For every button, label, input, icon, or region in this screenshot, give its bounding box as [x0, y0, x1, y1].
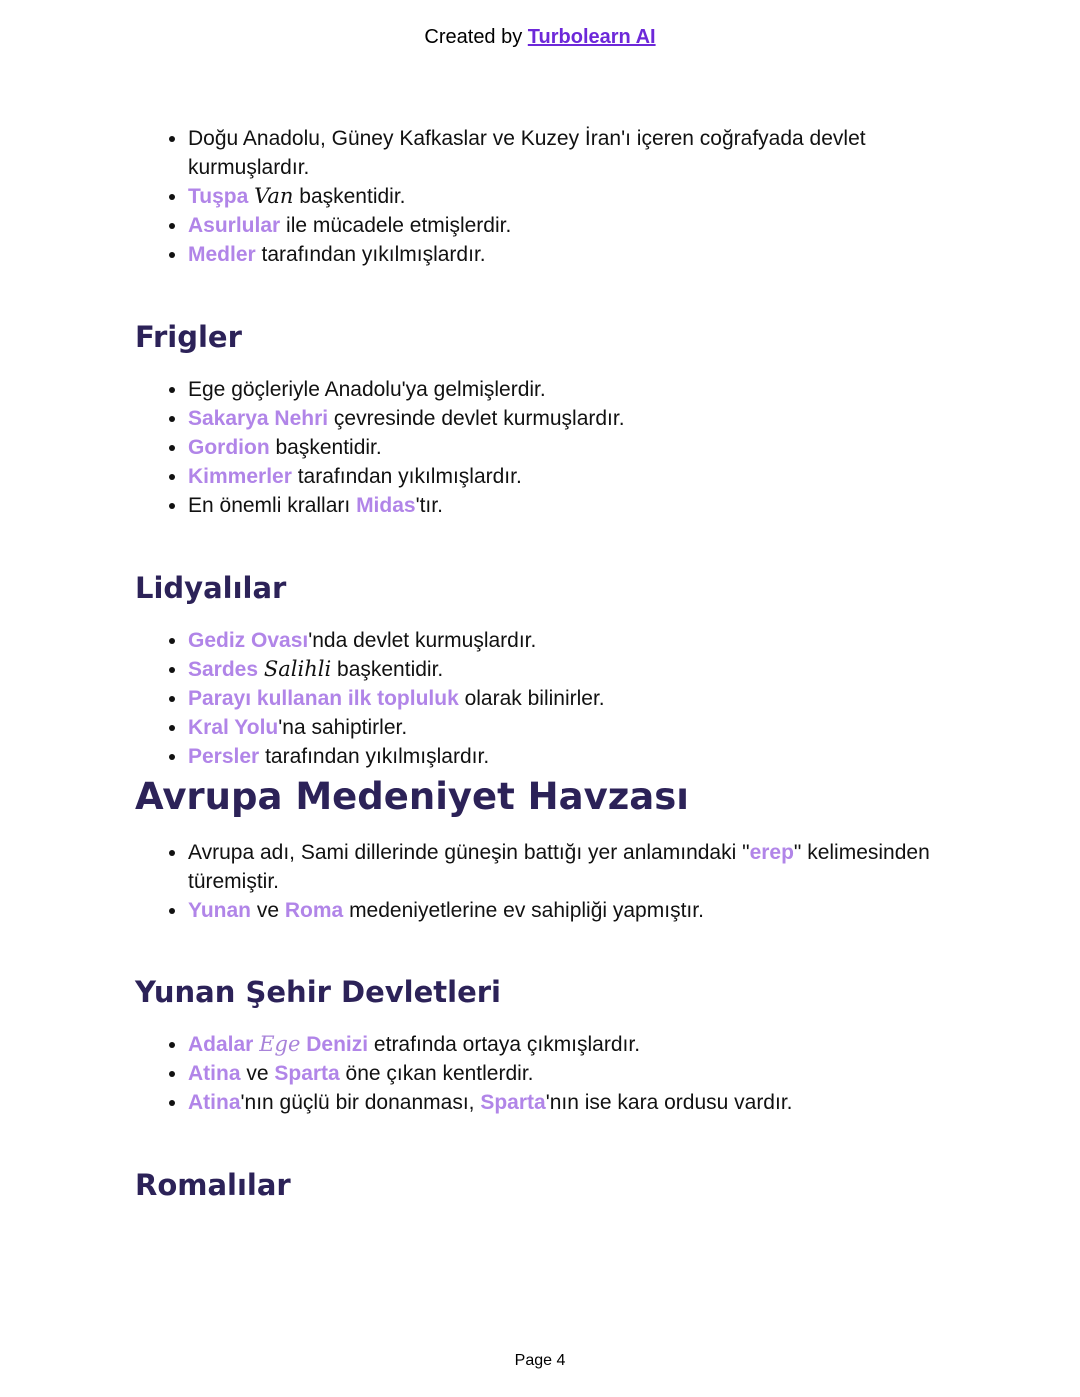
list-item: • Gediz Ovası'nda devlet kurmuşlardır.: [188, 626, 955, 655]
highlight-term: Roma: [284, 899, 344, 922]
lidyalilar-list: [135, 626, 955, 771]
highlight-term: erep: [749, 841, 794, 864]
list-item: • Kral Yolu'na sahiptirler.: [188, 713, 955, 742]
highlight-term: Denizi: [306, 1033, 369, 1056]
list-item: • Yunan ve Roma medeniyetlerine ev sahipliği yapmıştır.: [188, 896, 955, 925]
section-heading-romalilar: Romalılar: [135, 1168, 291, 1202]
highlight-term: Asurlular: [188, 214, 281, 237]
highlight-term: Yunan: [188, 899, 252, 922]
math-term: Salihli: [263, 657, 332, 681]
list-item: • Gordion başkentidir.: [188, 433, 955, 462]
list-item: • En önemli kralları Midas'tır.: [188, 491, 955, 520]
highlight-term: Persler: [188, 745, 260, 768]
document-content: [135, 124, 955, 1203]
highlight-term: Medler: [188, 243, 256, 266]
highlight-term: Kimmerler: [188, 465, 292, 488]
highlight-term: Tuşpa: [188, 185, 249, 208]
list-item: • Avrupa adı, Sami dillerinde güneşin battığı yer anlamındaki "erep" kelimesinden türemiştir.: [188, 838, 955, 896]
highlight-term: Kral Yolu: [188, 716, 279, 739]
highlight-term: Adalar: [188, 1033, 254, 1056]
highlight-term: Atina: [188, 1062, 241, 1085]
turbolearn-link[interactable]: Turbolearn AI: [527, 26, 656, 48]
list-item: • Adalar Ege Denizi etrafında ortaya çıkmışlardır.: [188, 1030, 955, 1059]
page-number: Page 4: [514, 1352, 566, 1369]
list-item: • Asurlular ile mücadele etmişlerdir.: [188, 211, 955, 240]
list-item: • Persler tarafından yıkılmışlardır.: [188, 742, 955, 771]
header-prefix: Created by: [424, 26, 528, 48]
highlight-term: Sakarya Nehri: [188, 407, 329, 430]
highlight-term: Gordion: [188, 436, 270, 459]
list-item: • Parayı kullanan ilk topluluk olarak bilinirler.: [188, 684, 955, 713]
frigler-list: [135, 375, 955, 520]
list-item: • Atina'nın güçlü bir donanması, Sparta'nın ise kara ordusu vardır.: [188, 1088, 955, 1117]
chapter-heading-avrupa: Avrupa Medeniyet Havzası: [135, 775, 689, 818]
page-header: [0, 26, 1080, 49]
highlight-term: Sparta: [274, 1062, 340, 1085]
list-item: • Sardes Salihli başkentidir.: [188, 655, 955, 684]
math-term: Ege: [259, 1032, 301, 1056]
section-heading-frigler: Frigler: [135, 320, 242, 354]
list-item: • Atina ve Sparta öne çıkan kentlerdir.: [188, 1059, 955, 1088]
math-term: Van: [254, 184, 294, 208]
highlight-term: Parayı kullanan ilk topluluk: [188, 687, 459, 710]
urartu-list: [135, 124, 955, 269]
section-heading-lidyalilar: Lidyalılar: [135, 571, 287, 605]
highlight-term: Gediz Ovası: [188, 629, 309, 652]
yunan-list: [135, 1030, 955, 1117]
highlight-term: Sparta: [480, 1091, 546, 1114]
list-item: • Kimmerler tarafından yıkılmışlardır.: [188, 462, 955, 491]
list-item: • Ege göçleriyle Anadolu'ya gelmişlerdir.: [188, 375, 955, 404]
list-item: • Medler tarafından yıkılmışlardır.: [188, 240, 955, 269]
highlight-term: Midas: [356, 494, 416, 517]
avrupa-list: [135, 838, 955, 925]
section-heading-yunan: Yunan Şehir Devletleri: [135, 975, 501, 1009]
highlight-term: Atina: [188, 1091, 241, 1114]
list-item: • Sakarya Nehri çevresinde devlet kurmuşlardır.: [188, 404, 955, 433]
list-item: • Doğu Anadolu, Güney Kafkaslar ve Kuzey İran'ı içeren coğrafyada devlet kurmuşlardır.: [188, 124, 955, 182]
highlight-term: Sardes: [188, 658, 259, 681]
list-item: • Tuşpa Van başkentidir.: [188, 182, 955, 211]
